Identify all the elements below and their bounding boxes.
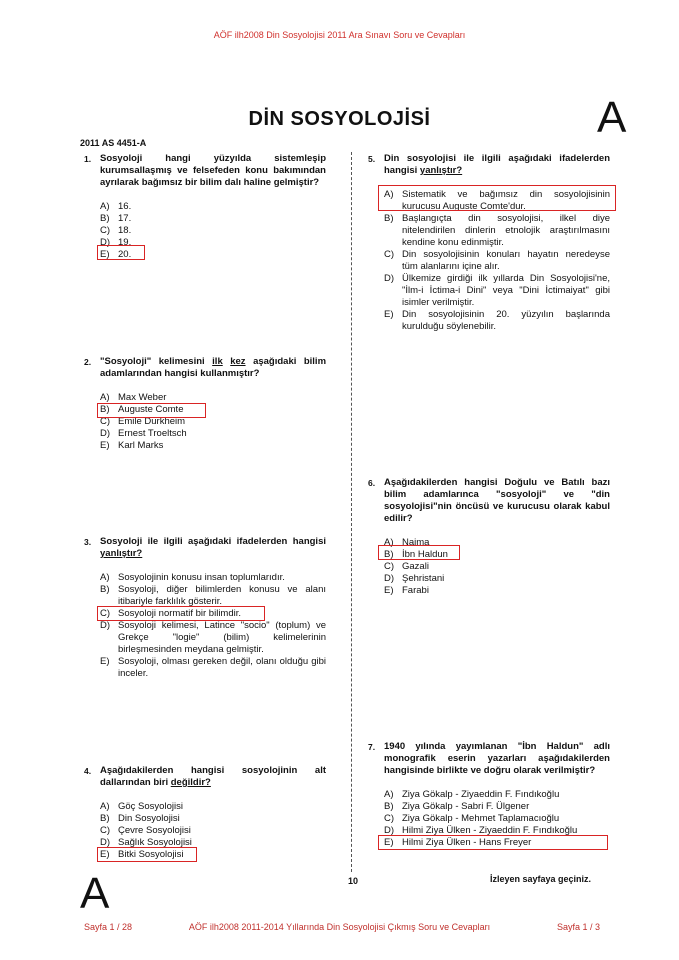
options — [100, 572, 326, 680]
option-d[interactable]: D) Ernest Troeltsch — [100, 428, 187, 439]
option-a[interactable]: A) Göç Sosyolojisi — [100, 801, 183, 812]
option-a[interactable]: A) Sosyolojinin konusu insan toplumlarıdır. — [100, 572, 285, 583]
question-1 — [84, 153, 326, 261]
option-a[interactable]: A) Sistematik ve bağımsız din sosyolojisinin kurucusu Auguste Comte'dur. — [384, 189, 610, 212]
option-d[interactable]: D) Sosyoloji kelimesi, Latince "socio" (toplum) ve Grekçe "logie" (bilim) kelimelerinin birleşmesinden meydana gelmiştir. — [100, 620, 326, 655]
option-b[interactable]: B) Din Sosyolojisi — [100, 813, 180, 824]
footer-left: Sayfa 1 / 28 — [84, 922, 133, 932]
option-b[interactable]: B) İbn Haldun — [384, 549, 448, 560]
question-number: 7. — [368, 742, 376, 752]
footer-right: Sayfa 1 / 3 — [557, 922, 601, 932]
option-b[interactable]: B) Ziya Gökalp - Sabri F. Ülgener — [384, 801, 530, 812]
question-4 — [84, 765, 326, 861]
booklet-letter-bottom: A — [80, 869, 110, 918]
column-divider — [351, 152, 352, 872]
option-e[interactable]: E) Bitki Sosyolojisi — [100, 849, 184, 860]
option-e[interactable]: E) Sosyoloji, olması gereken değil, olanı olduğu gibi inceler. — [100, 656, 326, 679]
question-number: 5. — [368, 154, 376, 164]
option-a[interactable]: A) Max Weber — [100, 392, 167, 403]
options — [100, 392, 326, 452]
question-number: 1. — [84, 154, 92, 164]
option-b[interactable]: B) Başlangıçta din sosyolojisi, ilkel diye nitelendirilen dinlerin etnolojik araştırılmasını kendine konu edinmiştir. — [384, 213, 610, 248]
option-c[interactable]: C) Sosyoloji normatif bir bilimdir. — [100, 608, 242, 619]
option-d[interactable]: D) Ülkemize girdiği ilk yıllarda Din Sosyolojisi'ne, "İlm-i İctima-i Dini" veya "Dini İctimaiyat" gibi isimler verilmiştir. — [384, 273, 610, 308]
options — [384, 789, 610, 849]
option-d[interactable]: D) Şehristani — [384, 573, 445, 584]
question-number: 4. — [84, 766, 92, 776]
options — [100, 801, 326, 861]
option-e[interactable]: E) Farabi — [384, 585, 429, 596]
option-e[interactable]: E) Din sosyolojisinin 20. yüzyılın başlarında kurulduğu söylenebilir. — [384, 309, 610, 332]
option-c[interactable]: C) Gazali — [384, 561, 429, 572]
question-3 — [84, 536, 326, 680]
options — [384, 537, 610, 597]
question-text: Din sosyolojisi ile ilgili aşağıdaki ifadelerden hangisi yanlıştır? — [384, 153, 610, 176]
option-b[interactable]: B) Auguste Comte — [100, 404, 184, 415]
option-b[interactable]: B) Sosyoloji, diğer bilimlerden konusu ve alanı itibariyle farklılık gösterir. — [100, 584, 326, 607]
exam-code: 2011 AS 4451-A — [80, 138, 147, 148]
option-d[interactable]: D) 19. — [100, 237, 132, 248]
question-text: Aşağıdakilerden hangisi Doğulu ve Batılı bazı bilim adamlarınca "sosyoloji" ve "din sosyolojisi"nin öncüsü ve kurucusu olarak kabul edilir? — [384, 477, 610, 524]
option-d[interactable]: D) Sağlık Sosyolojisi — [100, 837, 192, 848]
option-e[interactable]: E) Karl Marks — [100, 440, 164, 451]
booklet-letter-top: A — [597, 93, 627, 142]
footer-center: AÖF ilh2008 2011-2014 Yıllarında Din Sosyolojisi Çıkmış Soru ve Cevapları — [188, 922, 491, 932]
option-c[interactable]: C) Emile Durkheim — [100, 416, 186, 427]
option-a[interactable]: A) Ziya Gökalp - Ziyaeddin F. Fındıkoğlu — [384, 789, 560, 800]
question-number: 3. — [84, 537, 92, 547]
question-text: "Sosyoloji" kelimesini ilk kez aşağıdaki bilim adamlarından hangisi kullanmıştır? — [100, 356, 327, 379]
option-a[interactable]: A) Naima — [384, 537, 430, 548]
page-title: DİN SOSYOLOJİSİ — [248, 108, 431, 130]
page-header: AÖF ilh2008 Din Sosyolojisi 2011 Ara Sınavı Soru ve Cevapları — [213, 30, 466, 40]
option-b[interactable]: B) 17. — [100, 213, 132, 224]
question-6 — [368, 477, 610, 597]
question-text: Sosyoloji ile ilgili aşağıdaki ifadelerden hangisi yanlıştır? — [100, 536, 326, 559]
question-text: 1940 yılında yayımlanan "İbn Haldun" adlı monografik eserin yazarları aşağıdakilerden hangisinde birlikte ve doğru olarak verilmiştir? — [384, 741, 610, 776]
options — [384, 189, 610, 333]
next-page-note: İzleyen sayfaya geçiniz. — [490, 874, 592, 884]
question-text: Aşağıdakilerden hangisi sosyolojinin alt dallarından biri değildir? — [100, 765, 326, 788]
question-2 — [84, 356, 326, 452]
question-number: 6. — [368, 478, 376, 488]
option-e[interactable]: E) 20. — [100, 249, 132, 260]
question-number: 2. — [84, 357, 92, 367]
option-c[interactable]: C) 18. — [100, 225, 132, 236]
option-a[interactable]: A) 16. — [100, 201, 132, 212]
question-5 — [368, 153, 610, 333]
option-c[interactable]: C) Ziya Gökalp - Mehmet Taplamacıoğlu — [384, 813, 560, 824]
options — [100, 201, 326, 261]
question-text: Sosyoloji hangi yüzyılda sistemleşip kurumsallaşmış ve felsefeden konu bakımından ayrılarak bağımsız bir bilim dalı haline gelmiştir? — [100, 153, 326, 188]
option-c[interactable]: C) Çevre Sosyolojisi — [100, 825, 191, 836]
option-d[interactable]: D) Hilmi Ziya Ülken - Ziyaeddin F. Fındıkoğlu — [384, 825, 578, 836]
option-e[interactable]: E) Hilmi Ziya Ülken - Hans Freyer — [384, 837, 532, 848]
question-7 — [368, 741, 610, 849]
page-number: 10 — [348, 876, 359, 886]
option-c[interactable]: C) Din sosyolojisinin konuları hayatın neredeyse tüm alanlarını içine alır. — [384, 249, 610, 272]
